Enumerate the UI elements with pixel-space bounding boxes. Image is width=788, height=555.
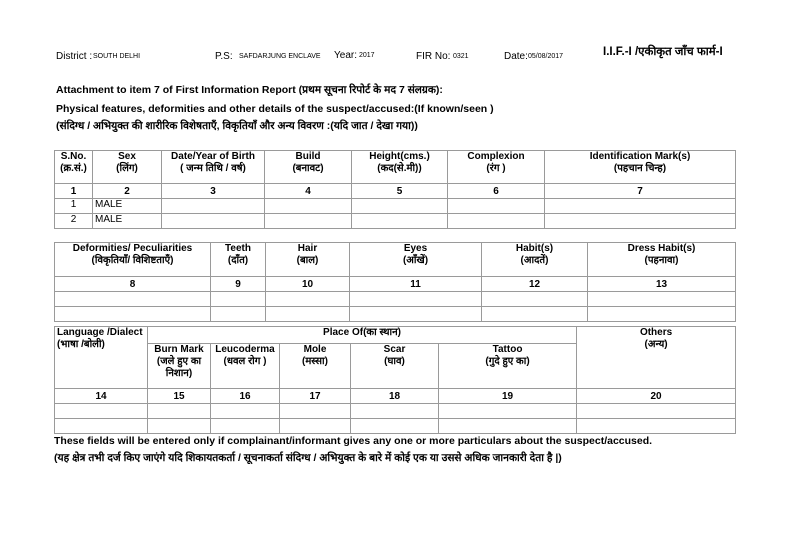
ps-label: P.S: xyxy=(215,51,233,62)
date-label: Date: xyxy=(504,51,528,62)
attachment-heading: Attachment to item 7 of First Information Report (प्रथम सूचना रिपोर्ट के मद 7 संलग्रक): xyxy=(56,84,443,96)
table-row xyxy=(55,307,736,322)
teeth-header: Teeth (दाँत) xyxy=(211,243,266,277)
year-value: 2017 xyxy=(359,52,375,59)
identification-cell xyxy=(545,214,736,229)
column-number: 11 xyxy=(350,277,482,292)
sex-cell: MALE xyxy=(93,214,162,229)
column-number: 5 xyxy=(352,184,448,199)
column-number: 16 xyxy=(211,389,280,404)
build-header: Build (बनावट) xyxy=(265,151,352,184)
column-number: 19 xyxy=(439,389,577,404)
tattoo-header: Tattoo (गुदे हुए का) xyxy=(439,344,577,389)
column-number: 10 xyxy=(266,277,350,292)
complexion-cell xyxy=(448,214,545,229)
height-header: Height(cms.) (कद(से.मी)) xyxy=(352,151,448,184)
column-number: 1 xyxy=(55,184,93,199)
table-row xyxy=(55,214,736,229)
dob-cell xyxy=(162,199,265,214)
suspect-details-table xyxy=(54,150,736,229)
hair-header: Hair (बाल) xyxy=(266,243,350,277)
deformities-header: Deformities/ Peculiarities (विकृतियाँ/ विशिष्टताएँ) xyxy=(55,243,211,277)
identification-cell xyxy=(545,199,736,214)
date-value: 05/08/2017 xyxy=(528,53,564,60)
column-number: 7 xyxy=(545,184,736,199)
sex-cell: MALE xyxy=(93,199,162,214)
sex-header: Sex (लिंग) xyxy=(93,151,162,184)
burn-mark-header: Burn Mark (जले हुए का निशान) xyxy=(148,344,211,389)
sno-cell: 2 xyxy=(55,214,93,229)
place-of-header: Place Of(का स्थान) xyxy=(148,327,577,344)
build-cell xyxy=(265,214,352,229)
marks-table xyxy=(54,326,736,434)
table-row xyxy=(55,419,736,434)
physical-features-heading: Physical features, deformities and other details of the suspect/accused:(If known/seen ) xyxy=(56,103,494,115)
column-number: 13 xyxy=(588,277,736,292)
form-header xyxy=(56,46,756,66)
column-number: 15 xyxy=(148,389,211,404)
complexion-cell xyxy=(448,199,545,214)
year-label: Year: xyxy=(334,50,357,61)
habits-header: Habit(s) (आदतें) xyxy=(482,243,588,277)
footer-note-hindi: (यह क्षेत्र तभी दर्ज किए जाएंगे यदि शिकायतकर्ता / सूचनाकर्ता संदिग्ध / अभियुक्त के बारे में कोई एक या उससे अधिक जानकारी देता है |) xyxy=(54,452,562,464)
column-number: 12 xyxy=(482,277,588,292)
table-row xyxy=(55,404,736,419)
column-number: 4 xyxy=(265,184,352,199)
dress-habits-header: Dress Habit(s) (पहनावा) xyxy=(588,243,736,277)
column-number: 14 xyxy=(55,389,148,404)
fir-value: 0321 xyxy=(453,53,469,60)
table-header-row xyxy=(55,151,736,184)
mole-header: Mole (मस्सा) xyxy=(280,344,351,389)
table-header-row xyxy=(55,327,736,344)
column-number-row xyxy=(55,277,736,292)
column-number: 6 xyxy=(448,184,545,199)
sno-header: S.No. (क्र.सं.) xyxy=(55,151,93,184)
height-cell xyxy=(352,199,448,214)
deformities-table xyxy=(54,242,736,322)
footer-note: These fields will be entered only if complainant/informant gives any one or more particulars about the suspect/accused. xyxy=(54,435,653,447)
column-number: 9 xyxy=(211,277,266,292)
fir-label: FIR No: xyxy=(416,51,451,62)
column-number: 17 xyxy=(280,389,351,404)
district-label: District : xyxy=(56,51,93,62)
ps-value: SAFDARJUNG ENCLAVE xyxy=(239,53,321,60)
dob-header: Date/Year of Birth ( जन्म तिथि / वर्ष) xyxy=(162,151,265,184)
column-number: 2 xyxy=(93,184,162,199)
column-number: 20 xyxy=(577,389,736,404)
leucoderma-header: Leucoderma (धवल रोग ) xyxy=(211,344,280,389)
table-row xyxy=(55,292,736,307)
sno-cell: 1 xyxy=(55,199,93,214)
build-cell xyxy=(265,199,352,214)
height-cell xyxy=(352,214,448,229)
physical-features-heading-hindi: (संदिग्ध / अभियुक्त की शारीरिक विशेषताएँ, विकृतियाँ और अन्य विवरण :(यदि जात / देखा गया)) xyxy=(56,120,418,132)
table-row xyxy=(55,199,736,214)
table-header-row xyxy=(55,243,736,277)
column-number-row xyxy=(55,389,736,404)
column-number: 8 xyxy=(55,277,211,292)
scar-header: Scar (घाव) xyxy=(351,344,439,389)
identification-mark-header: Identification Mark(s) (पहचान चिन्ह) xyxy=(545,151,736,184)
dob-cell xyxy=(162,214,265,229)
form-title: I.I.F.-I /एकीकृत जाँच फार्म-I xyxy=(603,46,723,58)
language-header: Language /Dialect (भाषा /बोली) xyxy=(55,327,148,389)
column-number: 3 xyxy=(162,184,265,199)
eyes-header: Eyes (आँखें) xyxy=(350,243,482,277)
column-number-row xyxy=(55,184,736,199)
complexion-header: Complexion (रंग ) xyxy=(448,151,545,184)
column-number: 18 xyxy=(351,389,439,404)
others-header: Others (अन्य) xyxy=(577,327,736,389)
district-value: SOUTH DELHI xyxy=(93,53,141,60)
